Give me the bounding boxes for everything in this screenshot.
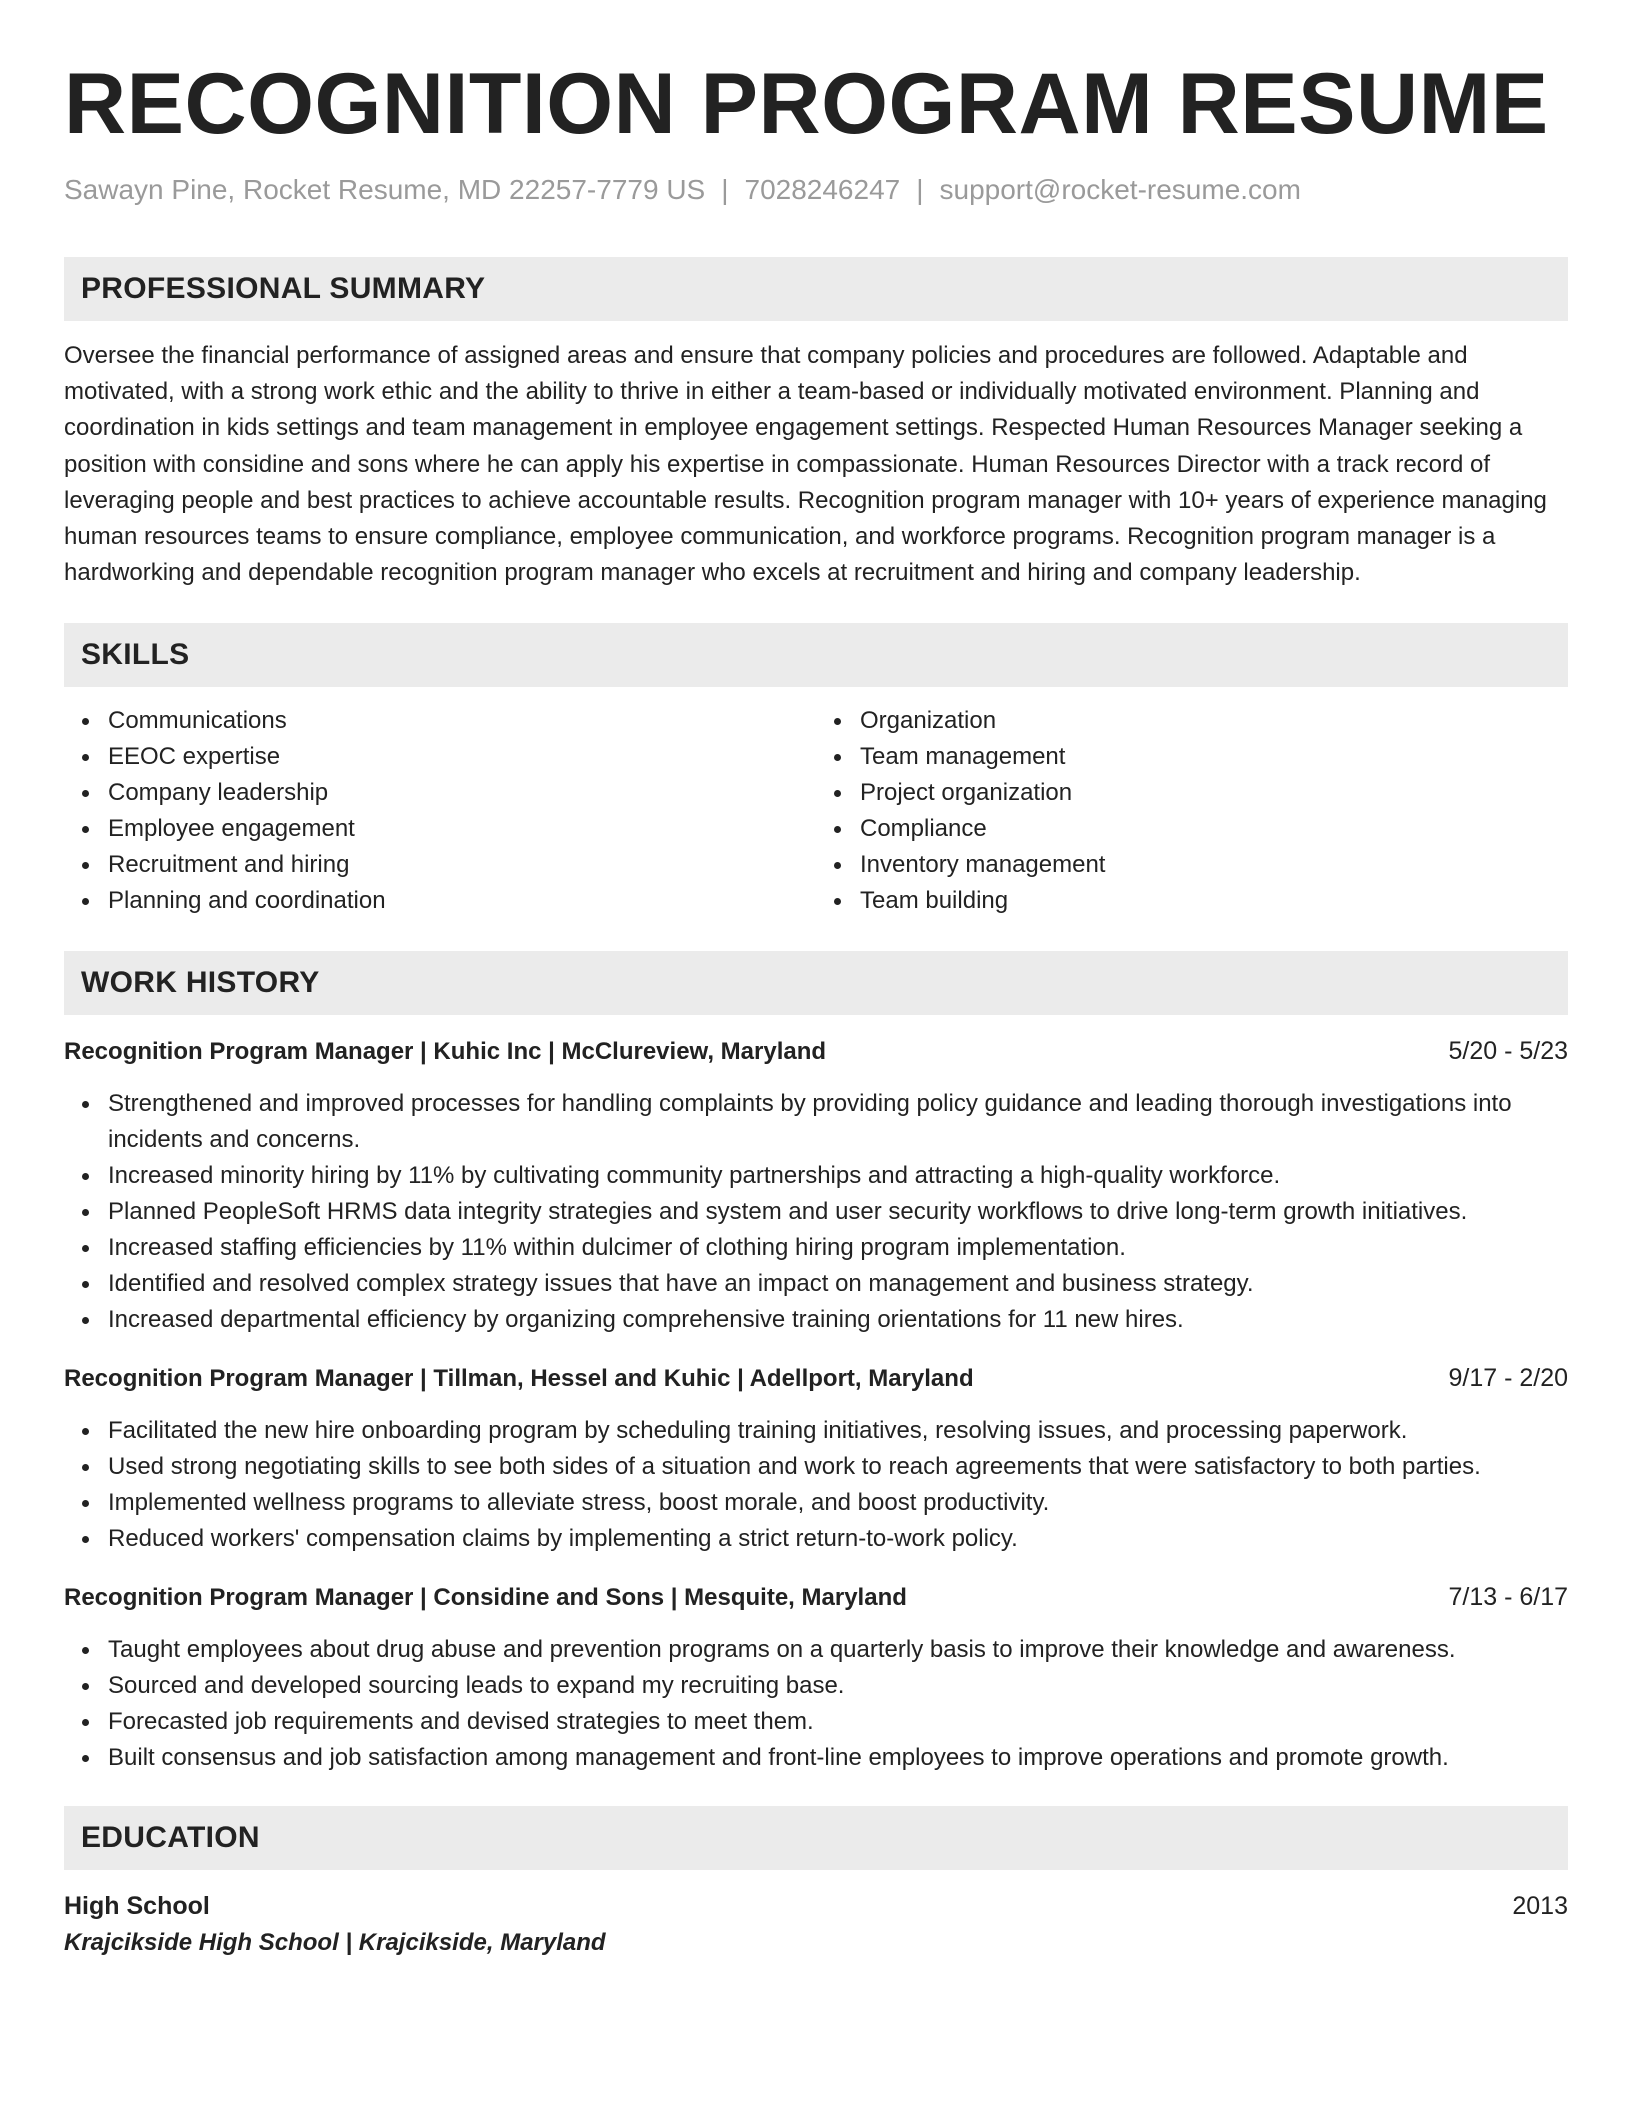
skill-item: Recruitment and hiring (108, 847, 816, 883)
job-dates: 7/13 - 6/17 (1448, 1583, 1568, 1612)
skill-item: Communications (108, 703, 816, 739)
job-header (64, 1579, 1568, 1616)
job-title: Recognition Program Manager | Kuhic Inc | McClureview, Maryland (64, 1038, 827, 1066)
job-bullet: Increased staffing efficiencies by 11% within dulcimer of clothing hiring program implementation. (108, 1230, 1568, 1266)
skill-item: Team building (860, 883, 1568, 919)
skills-column-right (816, 703, 1568, 919)
skill-item: EEOC expertise (108, 739, 816, 775)
resume-title: RECOGNITION PROGRAM RESUME (64, 56, 1549, 152)
job-title: Recognition Program Manager | Considine and Sons | Mesquite, Maryland (64, 1584, 907, 1612)
section-header-work-history: WORK HISTORY (64, 951, 1568, 1015)
skill-item: Company leadership (108, 775, 816, 811)
job-bullets (64, 1086, 1568, 1338)
job-dates: 5/20 - 5/23 (1448, 1037, 1568, 1066)
education-school: Krajcikside High School | Krajcikside, Maryland (64, 1929, 606, 1957)
skill-item: Employee engagement (108, 811, 816, 847)
job-bullets (64, 1632, 1568, 1776)
skills-column-left (64, 703, 816, 919)
contact-line (64, 172, 1568, 208)
job-bullets (64, 1413, 1568, 1557)
job-header (64, 1033, 1568, 1070)
contact-address: Sawayn Pine, Rocket Resume, MD 22257-7779 US (64, 174, 706, 205)
job-bullet: Reduced workers' compensation claims by implementing a strict return-to-work policy. (108, 1521, 1568, 1557)
education-year: 2013 (1512, 1892, 1568, 1921)
job-bullet: Facilitated the new hire onboarding program by scheduling training initiatives, resolving issues, and processing paperwork. (108, 1413, 1568, 1449)
section-header-education: EDUCATION (64, 1806, 1568, 1870)
skill-item: Organization (860, 703, 1568, 739)
contact-email: support@rocket-resume.com (939, 174, 1301, 205)
job-bullet: Taught employees about drug abuse and prevention programs on a quarterly basis to improve their knowledge and awareness. (108, 1632, 1568, 1668)
job-entry (64, 1033, 1568, 1338)
job-bullet: Strengthened and improved processes for handling complaints by providing policy guidance and leading thorough investigations into incidents and concerns. (108, 1086, 1568, 1158)
skill-item: Compliance (860, 811, 1568, 847)
job-bullet: Increased minority hiring by 11% by cultivating community partnerships and attracting a high-quality workforce. (108, 1158, 1568, 1194)
skill-item: Project organization (860, 775, 1568, 811)
section-header-skills: SKILLS (64, 623, 1568, 687)
job-bullet: Forecasted job requirements and devised strategies to meet them. (108, 1704, 1568, 1740)
contact-phone: 7028246247 (744, 174, 901, 205)
education-entry (64, 1888, 1568, 1962)
job-bullet: Built consensus and job satisfaction among management and front-line employees to improve operations and promote growth. (108, 1740, 1568, 1776)
job-bullet: Sourced and developed sourcing leads to expand my recruiting base. (108, 1668, 1568, 1704)
job-bullet: Implemented wellness programs to alleviate stress, boost morale, and boost productivity. (108, 1485, 1568, 1521)
education-header (64, 1888, 1568, 1924)
job-bullet: Increased departmental efficiency by organizing comprehensive training orientations for 11 new hires. (108, 1302, 1568, 1338)
job-dates: 9/17 - 2/20 (1448, 1364, 1568, 1393)
skill-item: Inventory management (860, 847, 1568, 883)
education-degree: High School (64, 1892, 210, 1921)
job-entry (64, 1360, 1568, 1557)
skill-item: Team management (860, 739, 1568, 775)
summary-text: Oversee the financial performance of assigned areas and ensure that company policies and procedures are followed. Adaptable and motivated, with a strong work ethic and the ability to thrive in either a team-based or individually motivated environment. Planning and coordination in kids settings and team management in employee engagement settings. Respected Human Resources Manager seeking a position with considine and sons where he can apply his expertise in compassionate. Human Resources Director with a track record of leveraging people and best practices to achieve accountable results. Recognition program manager with 10+ years of experience managing human resources teams to ensure compliance, employee communication, and workforce programs. Recognition program manager is a hardworking and dependable recognition program manager who excels at recruitment and hiring and company leadership. (64, 342, 1547, 587)
section-header-summary: PROFESSIONAL SUMMARY (64, 257, 1568, 321)
skills-list (64, 703, 1568, 919)
contact-separator: | (721, 174, 729, 205)
skill-item: Planning and coordination (108, 883, 816, 919)
job-title: Recognition Program Manager | Tillman, Hessel and Kuhic | Adellport, Maryland (64, 1365, 974, 1393)
job-header (64, 1360, 1568, 1397)
job-bullet: Planned PeopleSoft HRMS data integrity strategies and system and user security workflows to drive long-term growth initiatives. (108, 1194, 1568, 1230)
contact-separator: | (916, 174, 924, 205)
job-bullet: Used strong negotiating skills to see both sides of a situation and work to reach agreements that were satisfactory to both parties. (108, 1449, 1568, 1485)
job-bullet: Identified and resolved complex strategy issues that have an impact on management and business strategy. (108, 1266, 1568, 1302)
job-entry (64, 1579, 1568, 1776)
